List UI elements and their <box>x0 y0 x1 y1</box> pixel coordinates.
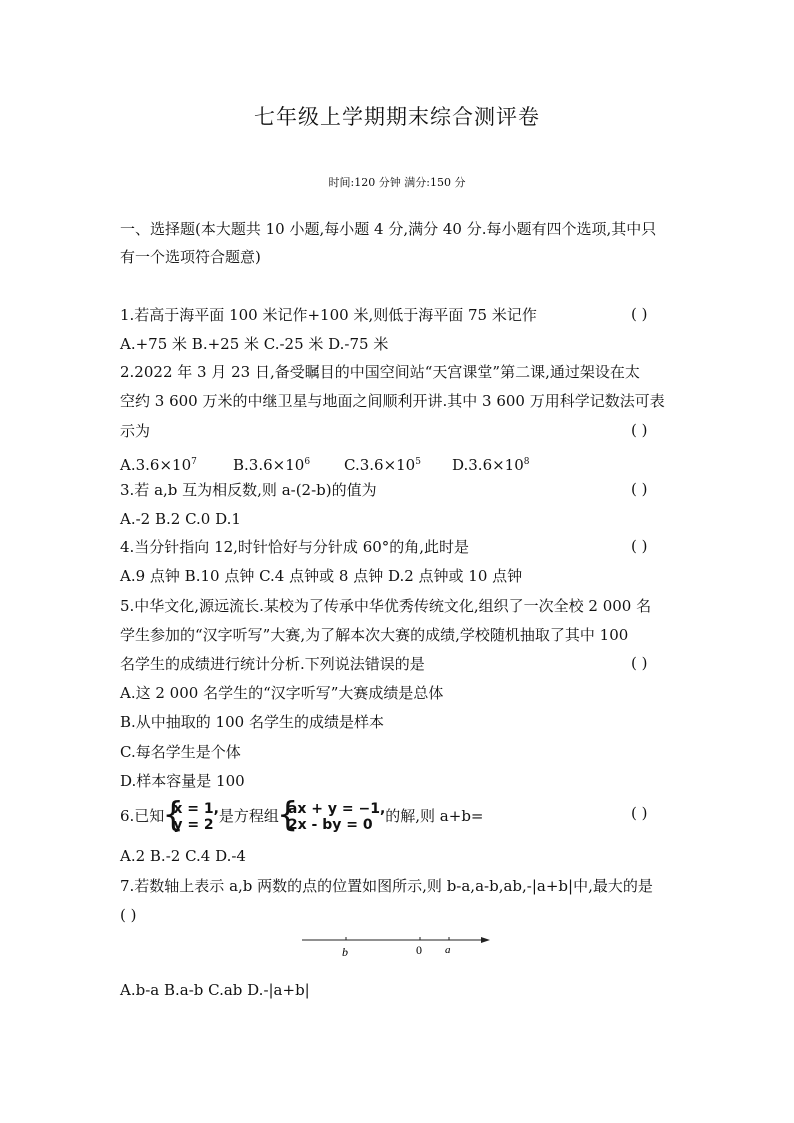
q2-stem-line3: 示为 <box>120 422 151 440</box>
q4-options: A.9 点钟 B.10 点钟 C.4 点钟或 8 点钟 D.2 点钟或 10 点钟 <box>120 567 523 585</box>
exam-meta: 时间:120 分钟 满分:150 分 <box>328 176 466 189</box>
axis-label-0: 0 <box>416 943 422 957</box>
q1-options: A.+75 米 B.+25 米 C.-25 米 D.-75 米 <box>120 335 389 353</box>
q2-option-b: $B.3.6\times 10^6$ <box>233 456 311 474</box>
q1-stem: 1.若高于海平面 100 米记作+100 米,则低于海平面 75 米记作 <box>120 306 537 324</box>
q3-stem: 3.若 a,b 互为相反数,则 a-(2-b)的值为 <box>120 481 377 499</box>
q6-system-1: { x = 1, y = 2 <box>164 801 219 833</box>
q5-stem-line2: 学生参加的“汉字听写”大赛,为了解本次大赛的成绩,学校随机抽取了其中 100 <box>120 626 629 644</box>
q5-option-b: B.从中抽取的 100 名学生的成绩是样本 <box>120 713 384 731</box>
q2-stem-line2: 空约 3 600 万米的中继卫星与地面之间顺利开讲.其中 3 600 万用科学记数法可表 <box>120 392 665 410</box>
q3-answer-blank: ( ) <box>631 480 648 498</box>
axis-label-a: a <box>445 944 451 956</box>
q3-options: A.-2 B.2 C.0 D.1 <box>120 510 241 528</box>
q2-option-c: $C.3.6\times 10^5$ <box>344 456 421 474</box>
q1-answer-blank: ( ) <box>631 305 648 323</box>
q5-stem-line1: 5.中华文化,源远流长.某校为了传承中华优秀传统文化,组织了一次全校 2 000 名 <box>120 597 652 615</box>
axis-label-b: b <box>342 945 348 959</box>
q4-stem: 4.当分针指向 12,时针恰好与分针成 60°的角,此时是 <box>120 538 470 556</box>
q6-answer-blank: ( ) <box>631 804 648 822</box>
section-heading-line1: 一、选择题(本大题共 10 小题,每小题 4 分,满分 40 分.每小题有四个选项,其中只 <box>120 220 657 238</box>
q6-options: A.2 B.-2 C.4 D.-4 <box>120 847 246 865</box>
q5-option-a: A.这 2 000 名学生的“汉字听写”大赛成绩是总体 <box>120 684 444 702</box>
q5-stem-line3: 名学生的成绩进行统计分析.下列说法错误的是 <box>120 655 425 673</box>
section-heading-line2: 有一个选项符合题意) <box>120 248 261 266</box>
q5-option-c: C.每名学生是个体 <box>120 743 241 761</box>
q2-answer-blank: ( ) <box>631 421 648 439</box>
q6-stem: 6.已知 { x = 1, y = 2 是方程组 { ax + y = −1, 2x - by = 0 的解,则 a+b= <box>120 799 483 833</box>
q7-options: A.b-a B.a-b C.ab D.-|a+b| <box>120 981 310 999</box>
q5-answer-blank: ( ) <box>631 654 648 672</box>
q4-answer-blank: ( ) <box>631 537 648 555</box>
q2-option-d: $D.3.6\times 10^8$ <box>452 456 530 474</box>
q2-stem-line1: 2.2022 年 3 月 23 日,备受瞩目的中国空间站“天宫课堂”第二课,通过架设在太 <box>120 363 640 381</box>
q6-system-2: { ax + y = −1, 2x - by = 0 <box>279 801 385 833</box>
number-line-figure <box>300 928 495 962</box>
page-title: 七年级上学期期末综合测评卷 <box>254 105 540 129</box>
q7-stem-line2: ( ) <box>120 906 137 924</box>
q2-option-a: $A.3.6\times 10^7$ <box>120 456 197 474</box>
q7-stem-line1: 7.若数轴上表示 a,b 两数的点的位置如图所示,则 b-a,a-b,ab,-|a+b|中,最大的是 <box>120 877 653 895</box>
axis-arrowhead <box>481 937 490 943</box>
q5-option-d: D.样本容量是 100 <box>120 772 245 790</box>
